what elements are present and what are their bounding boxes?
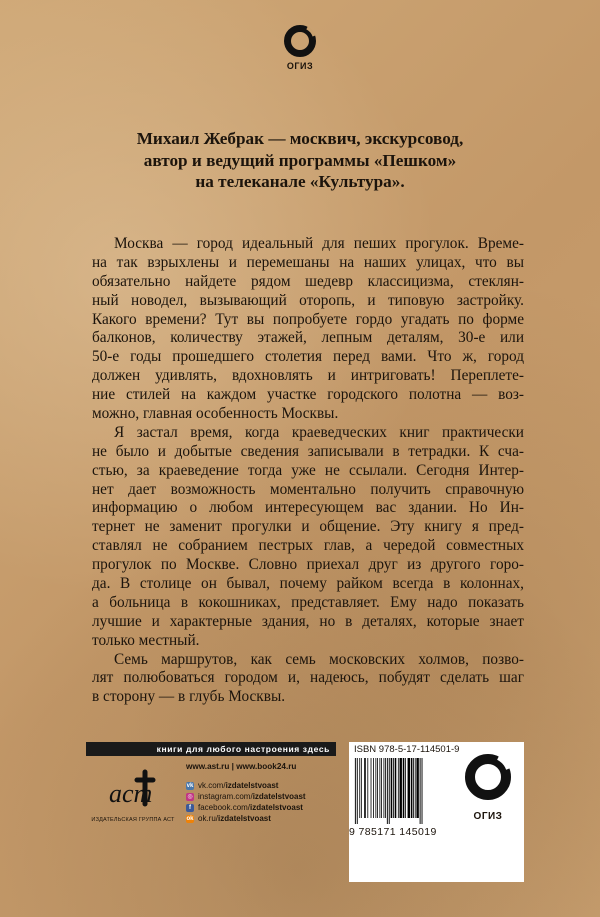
publisher-logo-label: ОГИЗ bbox=[473, 811, 503, 822]
intro-line: автор и ведущий программы «Пешком» bbox=[143, 150, 457, 170]
social-handle: izdatelstvoast bbox=[250, 803, 303, 812]
ogiz-ring-icon bbox=[463, 752, 513, 802]
author-intro bbox=[60, 128, 540, 193]
text-line: на так взрыхлены и перемешаны на наших улицах, что вы bbox=[92, 253, 524, 271]
text-line: ставлял не собранием пестрых глав, а чередой совместных bbox=[92, 537, 524, 555]
social-link-instagram[interactable] bbox=[186, 791, 306, 802]
text-line: в сторону — в глубь Москвы. bbox=[92, 688, 286, 706]
ogiz-ring-icon bbox=[283, 24, 317, 58]
publisher-logo-label: ОГИЗ bbox=[286, 61, 314, 71]
social-prefix: facebook.com/ bbox=[198, 803, 251, 812]
social-link-facebook[interactable] bbox=[186, 802, 306, 813]
social-link-ok[interactable] bbox=[186, 813, 306, 824]
text-line: нет дает возможность моментально получить справочную bbox=[92, 480, 524, 498]
text-line: должен удивлять, вдохновлять и интриговать! Переплете- bbox=[92, 367, 524, 385]
text-line: информацию о любом интересующем вас здании. Но Ин- bbox=[92, 499, 524, 517]
intro-line: на телеканале «Культура». bbox=[195, 172, 405, 191]
ast-logo bbox=[88, 768, 178, 823]
social-handle: izdatelstvoast bbox=[218, 814, 271, 823]
text-line: балконов, количеству этажей, лепным деталям, 30-е или bbox=[92, 329, 524, 347]
odnoklassniki-icon: ok bbox=[186, 815, 194, 822]
text-line: не было и добытые сведения записывали в тетрадки. К сча- bbox=[92, 442, 524, 460]
social-link-vk[interactable] bbox=[186, 780, 306, 791]
barcode-number: 9 785171 145019 bbox=[349, 826, 437, 838]
facebook-icon: f bbox=[186, 804, 194, 812]
social-prefix: instagram.com/ bbox=[198, 792, 253, 801]
text-line: 50-е годы прошедшего столетия перед вами. Что ж, город bbox=[92, 348, 524, 366]
social-prefix: vk.com/ bbox=[198, 781, 226, 790]
text-line: можно, главная особенность Москвы. bbox=[92, 405, 339, 423]
text-line: стью, за краеведение тогда уже не ссылали. Сегодня Интер- bbox=[92, 461, 524, 479]
text-line: а больница в кокошниках, представляет. Ему надо показать bbox=[92, 593, 524, 611]
annotation-text bbox=[92, 235, 524, 707]
text-line: ный новодел, вызывающий оторопь, и типовую застройку. bbox=[92, 291, 524, 309]
isbn-number: ISBN 978-5-17-114501-9 bbox=[354, 744, 460, 755]
text-line: обязательно найдете рядом шедевр классицизма, стеклян- bbox=[92, 272, 524, 290]
intro-line: Михаил Жебрак — москвич, экскурсовод, bbox=[136, 129, 464, 148]
social-links bbox=[186, 780, 306, 824]
text-line: прогулок по Москве. Словно приехал друг из другого горо- bbox=[92, 556, 524, 574]
ast-logo-text: аст bbox=[109, 779, 153, 808]
social-handle: izdatelstvoast bbox=[225, 781, 279, 790]
text-line: да. В столице он бывал, почему райком всегда в колоннах, bbox=[92, 575, 524, 593]
barcode-icon bbox=[353, 758, 443, 824]
vk-icon: vk bbox=[186, 782, 194, 789]
text-line: тернет не заменит прогулки и общение. Эту книгу я пред- bbox=[92, 518, 524, 536]
text-line: лучшие и характерные здания, но в деталях, которые знает bbox=[92, 612, 524, 630]
text-line: Я застал время, когда краеведческих книг практически bbox=[114, 423, 524, 441]
social-handle: izdatelstvoast bbox=[252, 792, 306, 801]
publisher-logo-bottom bbox=[459, 752, 517, 822]
website-links[interactable]: www.ast.ru | www.book24.ru bbox=[186, 762, 297, 771]
ast-group-label: ИЗДАТЕЛЬСКАЯ ГРУППА АСТ bbox=[91, 817, 175, 823]
isbn-barcode-box bbox=[349, 742, 524, 882]
text-line: Семь маршрутов, как семь московских холмов, позво- bbox=[114, 650, 524, 668]
tagline-banner: книги для любого настроения здесь bbox=[86, 742, 336, 756]
text-line: только местный. bbox=[92, 631, 200, 649]
publisher-logo-top bbox=[276, 24, 324, 71]
text-line: Москва — город идеальный для пеших прогулок. Време- bbox=[114, 235, 524, 252]
back-cover-footer bbox=[86, 742, 526, 882]
ast-logo-icon bbox=[107, 768, 159, 810]
text-line: ние стилей на каждом участке городского полотна — воз- bbox=[92, 386, 524, 404]
text-line: Какого времени? Тут вы попробуете гордо угадать по форме bbox=[92, 310, 524, 328]
instagram-icon: ◎ bbox=[187, 793, 193, 800]
text-line: лят полюбоваться городом и, надеюсь, побудят сделать шаг bbox=[92, 669, 524, 687]
social-prefix: ok.ru/ bbox=[198, 814, 219, 823]
